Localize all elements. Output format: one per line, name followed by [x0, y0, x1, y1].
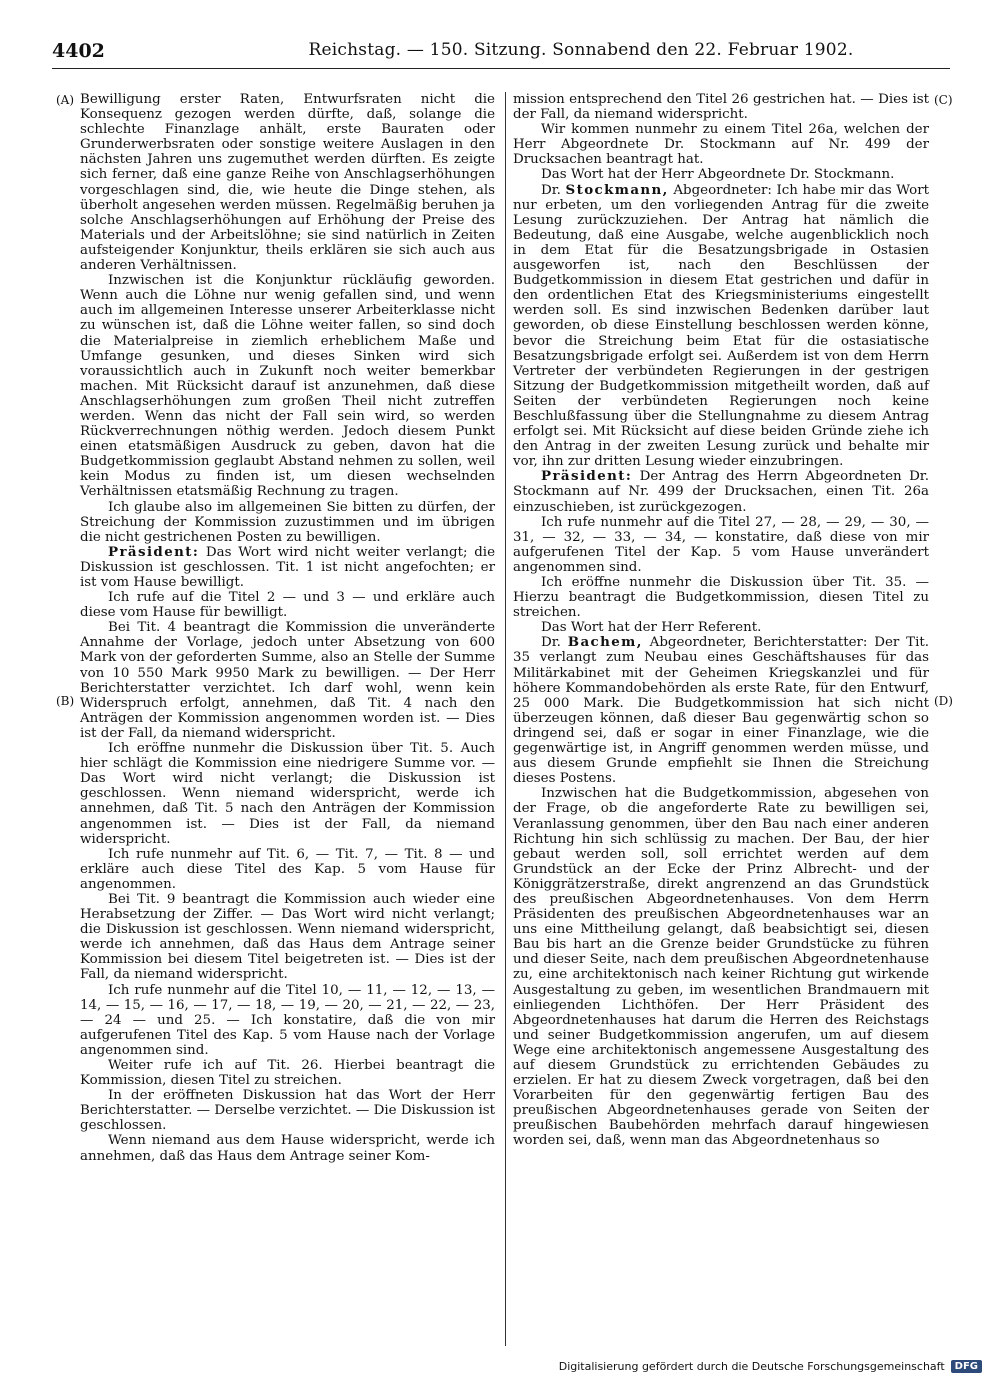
paragraph-text: Ich eröffne nunmehr die Diskussion über Tit. 5. Auch hier schlägt die Kommission eine niedrigere Summe vor. — Das Wort wird nicht verlangt; die Diskussion ist geschlossen. Wenn niemand widerspricht, werde ich annehmen, daß Tit. 5 nach den Anträgen der Kommission angenommen ist. — Dies ist der Fall, da niemand widerspricht.	[80, 741, 495, 847]
running-title: Reichstag. — 150. Sitzung. Sonnabend den 22. Februar 1902.	[308, 40, 854, 60]
paragraph	[80, 983, 495, 1058]
footer	[559, 1360, 982, 1373]
paragraph	[513, 469, 929, 514]
column-divider	[505, 92, 506, 1346]
paragraph	[80, 1058, 495, 1088]
left-column	[80, 92, 495, 1164]
paragraph-text: Abgeordneter: Ich habe mir das Wort nur erbeten, um den vorliegenden Antrag für die zweite Lesung zurückzuziehen. Der Antrag hat nämlich die Bedeutung, daß eine Ausgabe, welche augenblicklich noch in dem Etat für die Besatzungsbrigade in Ostasien ausgeworfen ist, nach den Beschlüssen der Budgetkommission in diesem Etat gestrichen und dafür in den ordentlichen Etat des Kriegsministeriums eingestellt werden soll. Es sind inzwischen Bedenken darüber laut geworden, ob diese Einstellung beschlossen werden könne, bevor die Streichung beim Etat für die ostasiatische Besatzungsbrigade erfolgt sei. Außerdem ist von dem Herrn Vertreter der verbündeten Regierungen in der gestrigen Sitzung der Budgetkommission mitgetheilt worden, daß auf Seiten der verbündeten Regierungen noch keine Beschlußfassung über die Stellungnahme zu diesem Antrag erfolgt sei. Mit Rücksicht auf diese beiden Gründe ziehe ich den Antrag in der zweiten Lesung zurück und behalte mir vor, ihn zur dritten Lesung wieder einzubringen.	[513, 182, 929, 470]
margin-mark-b: (B)	[56, 694, 75, 708]
paragraph	[80, 273, 495, 499]
speaker-name: Bachem,	[567, 634, 643, 651]
paragraph	[513, 635, 929, 786]
paragraph	[513, 575, 929, 620]
paragraph-text: Bei Tit. 4 beantragt die Kommission die unveränderte Annahme der Vorlage, jedoch unter Absetzung von 600 Mark von der geforderten Summe, also an Stelle der Summe von 10 550 Mark 9950 Mark zu bewilligen. — Der Herr Berichterstatter verzichtet. Ich darf wohl, wenn kein Widerspruch erfolgt, annehmen, daß Tit. 4 nach den Anträgen der Kommission angenommen worden ist. — Dies ist der Fall, da niemand widerspricht.	[80, 620, 495, 741]
paragraph	[80, 620, 495, 741]
paragraph-text: Abgeordneter, Berichterstatter: Der Tit. 35 verlangt zum Neubau eines Geschäftshauses für das Militärkabinet mit der Geheimen Kriegskanzlei und für höhere Kommandobehörden als erste Rate, für den Entwurf, 25 000 Mark. Die Budgetkommission hat sich nicht überzeugen können, daß dieser Bau gegenwärtig schon so dringend sei, daß er sogar in einer Finanzlage, wie die gegenwärtige ist, in Angriff genommen werden müsse, und aus diesem Grunde empfiehlt sie Ihnen die Streichung dieses Postens.	[513, 635, 929, 787]
paragraph	[80, 500, 495, 545]
paragraph-text: Das Wort wird nicht weiter verlangt; die Diskussion ist geschlossen. Tit. 1 ist nicht angefochten; er ist vom Hause bewilligt.	[80, 544, 495, 590]
margin-mark-a: (A)	[56, 93, 75, 107]
paragraph-text: Bei Tit. 9 beantragt die Kommission auch wieder eine Herabsetzung der Ziffer. — Das Wort wird nicht verlangt; die Diskussion ist geschlossen. Wenn niemand widerspricht, werde ich annehmen, daß das Haus dem Antrage seiner Kommission bei diesem Titel beigetreten ist. — Dies ist der Fall, da niemand widerspricht.	[80, 891, 495, 983]
paragraph	[80, 847, 495, 892]
paragraph-text: Ich glaube also im allgemeinen Sie bitten zu dürfen, der Streichung der Kommission zuzustimmen und im übrigen die nicht gestrichenen Posten zu bewilligen.	[80, 499, 495, 545]
paragraph-text: Der Antrag des Herrn Abgeordneten Dr. Stockmann auf Nr. 499 der Drucksachen, einen Tit. 26a einzuschieben, ist zurückgezogen.	[513, 469, 929, 515]
paragraph-text: Ich rufe nunmehr auf die Titel 10, — 11, — 12, — 13, — 14, — 15, — 16, — 17, — 18, — 19, — 20, — 21, — 22, — 23, — 24 — und 25. — Ich konstatire, daß die von mir aufgerufenen Titel des Kap. 5 vom Hause nach der Vorlage angenommen sind.	[80, 982, 495, 1058]
paragraph	[513, 786, 929, 1148]
paragraph-text: Das Wort hat der Herr Referent.	[541, 620, 762, 636]
paragraph-text: Ich rufe nunmehr auf die Titel 27, — 28, — 29, — 30, — 31, — 32, — 33, — 34, — konstatire, daß diese von mir aufgerufenen Titel der Kap. 5 vom Hause unverändert angenommen sind.	[513, 514, 929, 575]
speaker-name: Präsident:	[541, 468, 633, 485]
header-rule	[52, 68, 950, 69]
paragraph	[80, 545, 495, 590]
paragraph-text: Ich eröffne nunmehr die Diskussion über Tit. 35. — Hierzu beantragt die Budgetkommission, diesen Titel zu streichen.	[513, 575, 929, 621]
margin-mark-d: (D)	[934, 694, 953, 708]
paragraph-text: Inzwischen ist die Konjunktur rückläufig geworden. Wenn auch die Löhne nur wenig gefallen sind, und wenn auch im allgemeinen Interesse unserer Arbeiterklasse nicht zu wünschen ist, daß die Löhne weiter fallen, so sind doch die Materialpreise in ziemlich erheblichem Maße und Umfange gesunken, und dieses Sinken wird sich voraussichtlich auch in Zukunft noch weiter bemerkbar machen. Mit Rücksicht darauf ist anzunehmen, daß diese Anschlagserhöhungen zum großen Theil nicht zutreffen werden. Wenn das nicht der Fall sein wird, so werden Rückverrechnungen nöthig werden. Jedoch diesem Punkt einen etatsmäßigen Ausdruck zu geben, davon hat die Budgetkommission geglaubt Abstand nehmen zu sollen, weil kein Modus zu finden ist, um diesen wechselnden Verhältnissen etatsmäßig Rechnung zu tragen.	[80, 273, 495, 500]
page-number: 4402	[52, 40, 105, 62]
paragraph	[513, 92, 929, 122]
paragraph	[80, 741, 495, 847]
dfg-logo: DFG	[951, 1360, 982, 1373]
page-header	[52, 40, 950, 66]
paragraph-text: Wir kommen nunmehr zu einem Titel 26a, welchen der Herr Abgeordnete Dr. Stockmann auf Nr. 499 der Drucksachen beantragt hat.	[513, 122, 929, 168]
paragraph-text: Das Wort hat der Herr Abgeordnete Dr. Stockmann.	[541, 167, 895, 183]
paragraph	[513, 620, 929, 635]
paragraph-text: Ich rufe auf die Titel 2 — und 3 — und erkläre auch diese vom Hause für bewilligt.	[80, 590, 495, 621]
paragraph	[513, 122, 929, 167]
speaker-name: Präsident:	[108, 543, 200, 560]
paragraph	[513, 167, 929, 182]
speaker-name: Stockmann,	[565, 181, 669, 198]
paragraph-text: mission entsprechend den Titel 26 gestrichen hat. — Dies ist der Fall, da niemand widerspricht.	[513, 92, 929, 123]
speaker-title: Dr.	[541, 182, 566, 198]
paragraph-text: Inzwischen hat die Budgetkommission, abgesehen von der Frage, ob die angeforderte Rate zu bewilligen sei, Veranlassung genommen, über den Bau nach einer anderen Richtung hin sich schlüssig zu machen. Der Bau, der hier gebaut werden soll, soll errichtet werden auf dem Grundstück an der Ecke der Prinz Albrecht- und der Königgrätzerstraße, direkt angrenzend an das Grundstück des preußischen Abgeordnetenhauses. Von dem Herrn Präsidenten des preußischen Abgeordnetenhauses war an uns eine Mittheilung gelangt, daß beabsichtigt sei, diesen Bau bis hart an die Grenze beider Grundstücke zu führen und dieser Seite, nach dem preußischen Abgeordnetenhause zu, eine architektonisch nach keiner Richtung gut wirkende Ausgestaltung zu geben, im wesentlichen Brandmauern mit einliegenden Lichthöfen. Der Herr Präsident des Abgeordnetenhauses hat darum die Herren des Reichstags und seiner Budgetkommission angerufen, um auf diesem Wege eine architektonisch angemessene Ausgestaltung des auf diesem Grundstück zu errichtenden Gebäudes zu erzielen. Er hat zu diesem Zweck vorgetragen, daß bei den Vorarbeiten für den gegenwärtig fertigen Bau des preußischen Abgeordnetenhauses gerade von Seiten der preußischen Baubehörden mehrfach darauf hingewiesen worden sei, daß, wenn man das Abgeordnetenhaus so	[513, 786, 929, 1149]
paragraph-text: In der eröffneten Diskussion hat das Wort der Herr Berichterstatter. — Derselbe verzichtet. — Die Diskussion ist geschlossen.	[80, 1088, 495, 1134]
paragraph	[80, 1133, 495, 1163]
margin-mark-c: (C)	[934, 93, 953, 107]
paragraph	[80, 1088, 495, 1133]
paragraph	[513, 183, 929, 470]
paragraph	[80, 92, 495, 273]
paragraph	[80, 892, 495, 983]
paragraph-text: Wenn niemand aus dem Hause widerspricht, werde ich annehmen, daß das Haus dem Antrage seiner Kom-	[80, 1133, 495, 1164]
funding-note: Digitalisierung gefördert durch die Deutsche Forschungsgemeinschaft	[558, 1360, 945, 1373]
paragraph	[513, 515, 929, 575]
paragraph-text: Ich rufe nunmehr auf Tit. 6, — Tit. 7, — Tit. 8 — und erkläre auch diese Titel des Kap. 5 vom Hause für angenommen.	[80, 846, 495, 892]
speaker-title: Dr.	[541, 635, 568, 651]
paragraph-text: Bewilligung erster Raten, Entwurfsraten nicht die Konsequenz gezogen werden dürfte, daß, solange die schlechte Finanzlage anhält, erste Bauraten oder Grunderwerbsraten oder sonstige weitere Auslagen in den nächsten Jahren uns zugemuthet werden dürften. Es zeigte sich ferner, daß eine ganze Reihe von Anschlagserhöhungen vorgeschlagen sind, die, wie heute die Dinge stehen, als überholt angesehen werden müssen. Regelmäßig beruhen ja solche Anschlagserhöhungen auf Erhöhung der Preise des Materials und der Arbeitslöhne; sie sind natürlich in Zeiten aufsteigender Konjunktur, theils erklären sie sich auch aus anderen Verhältnissen.	[80, 92, 495, 274]
right-column	[513, 92, 929, 1149]
paragraph-text: Weiter rufe ich auf Tit. 26. Hierbei beantragt die Kommission, diesen Titel zu streichen.	[80, 1058, 495, 1089]
paragraph	[80, 590, 495, 620]
